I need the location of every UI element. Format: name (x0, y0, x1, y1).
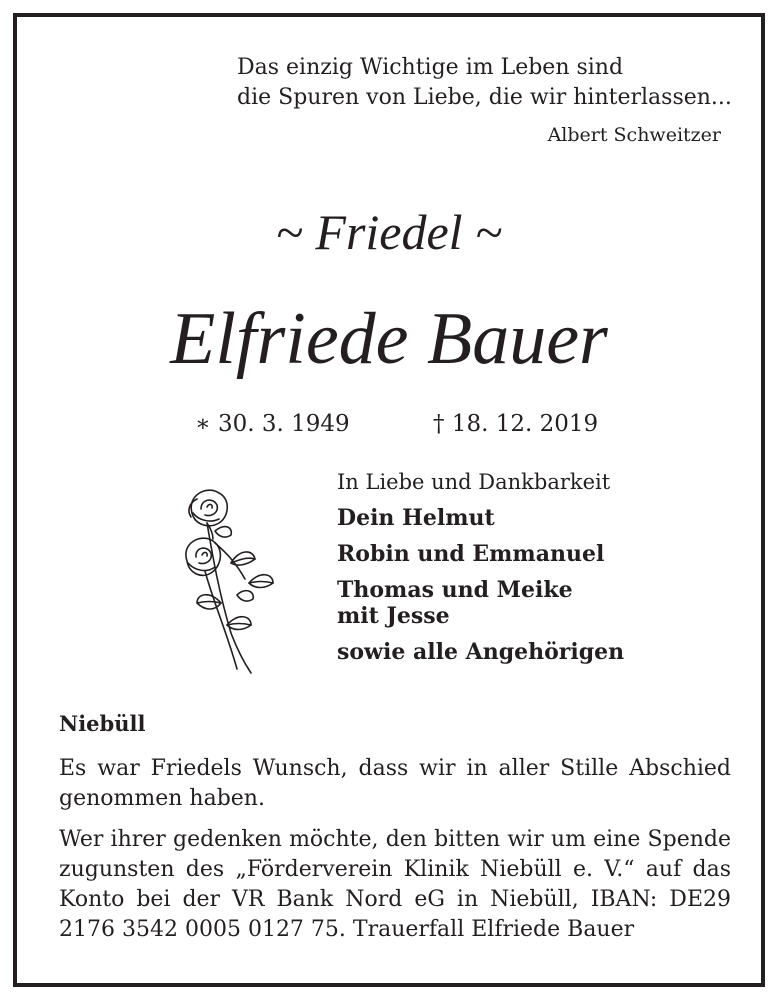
family-name-4: mit Jesse (337, 603, 450, 629)
quote-line-2: die Spuren von Liebe, die wir hinterlassen... (237, 85, 732, 110)
notice-paragraph-donation: Wer ihrer gedenken möchte, den bitten wir um eine Spende zugunsten des „Förderverein Klinik Niebüll e. V.“ auf das Konto bei der VR Bank Nord eG in Niebüll, IBAN: DE29 2176 3542 0005 0127 75. Trauerfall Elfriede Bauer (59, 827, 731, 942)
rose-leaves (197, 527, 273, 630)
deceased-name: Elfriede Bauer (170, 298, 608, 380)
birth-date: ∗ 30. 3. 1949 (195, 411, 350, 437)
family-intro: In Liebe und Dankbarkeit (337, 470, 611, 494)
deceased-nickname: ~ Friedel ~ (275, 204, 503, 260)
rose-bloom-lower (186, 538, 220, 575)
place-name: Niebüll (59, 711, 146, 736)
notice-paragraph-wish: Es war Friedels Wunsch, dass wir in aller Stille Abschied genommen haben. (59, 756, 731, 811)
family-name-5: sowie alle Angehörigen (337, 639, 625, 665)
quote-line-1: Das einzig Wichtige im Leben sind (237, 55, 624, 80)
family-name-3: Thomas und Meike (337, 577, 573, 603)
death-date: † 18. 12. 2019 (433, 411, 599, 437)
family-name-2: Robin und Emmanuel (337, 541, 605, 567)
rose-illustration (167, 483, 277, 675)
quote-author: Albert Schweitzer (547, 124, 721, 146)
family-name-1: Dein Helmut (337, 505, 495, 531)
family-signatures (337, 469, 624, 665)
obituary-notice (13, 13, 765, 987)
epigraph-quote (237, 53, 732, 113)
